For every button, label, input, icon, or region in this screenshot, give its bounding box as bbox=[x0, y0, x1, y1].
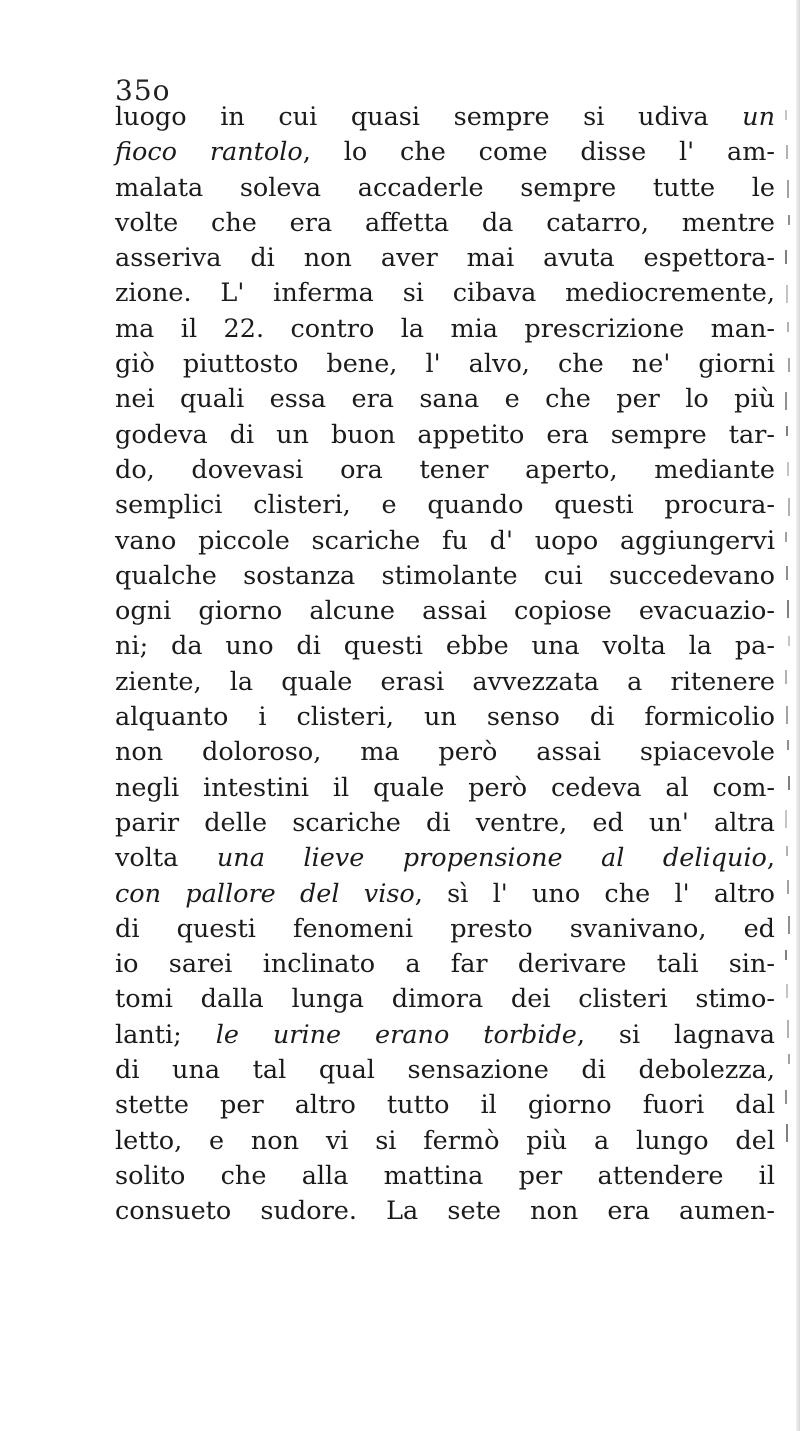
text-line bbox=[115, 594, 775, 629]
text-run: malata soleva accaderle sempre tutte le bbox=[115, 172, 775, 203]
margin-mark bbox=[785, 250, 787, 264]
text-line bbox=[115, 418, 775, 453]
text-run: do, dovevasi ora tener aperto, mediante bbox=[115, 454, 775, 485]
text-run: , sì l' uno che l' altro bbox=[414, 878, 775, 909]
text-run: vano piccole scariche fu d' uopo aggiungervi bbox=[115, 525, 775, 556]
text-run: non doloroso, ma però assai spiacevole bbox=[115, 737, 775, 768]
margin-mark bbox=[788, 636, 790, 646]
text-line bbox=[115, 488, 775, 523]
text-run: , lo che come disse l' am- bbox=[302, 137, 776, 168]
margin-mark bbox=[787, 462, 789, 476]
text-line bbox=[115, 982, 775, 1017]
text-run: alquanto i clisteri, un senso di formicolio bbox=[115, 702, 775, 733]
text-run: solito che alla mattina per attendere il bbox=[115, 1160, 775, 1191]
text-run: zione. L' inferma si cibava mediocremente, bbox=[115, 278, 775, 309]
text-line bbox=[115, 171, 775, 206]
text-line bbox=[115, 841, 775, 876]
text-line bbox=[115, 1018, 775, 1053]
margin-mark bbox=[785, 670, 787, 684]
text-line bbox=[115, 135, 775, 170]
text-line bbox=[115, 206, 775, 241]
text-run: nei quali essa era sana e che per lo più bbox=[115, 384, 775, 415]
margin-mark bbox=[787, 1020, 789, 1038]
italic-text: con pallore del viso bbox=[115, 878, 415, 909]
margin-mark bbox=[786, 1124, 788, 1142]
text-line bbox=[115, 806, 775, 841]
text-line bbox=[115, 1124, 775, 1159]
text-line bbox=[115, 912, 775, 947]
margin-mark bbox=[786, 285, 788, 303]
page-number: 35o bbox=[115, 74, 171, 107]
text-run: semplici clisteri, e quando questi procura- bbox=[115, 490, 775, 521]
text-run: io sarei inclinato a far derivare tali sin- bbox=[115, 949, 775, 980]
margin-mark bbox=[786, 145, 788, 159]
text-line bbox=[115, 1053, 775, 1088]
text-line bbox=[115, 665, 775, 700]
margin-mark bbox=[788, 215, 790, 225]
margin-mark bbox=[786, 426, 788, 436]
italic-text: fioco rantolo bbox=[115, 137, 303, 168]
text-line bbox=[115, 276, 775, 311]
margin-mark bbox=[786, 566, 788, 580]
text-line bbox=[115, 735, 775, 770]
text-run: negli intestini il quale però cedeva al com- bbox=[115, 772, 775, 803]
margin-mark bbox=[787, 180, 789, 198]
margin-mark bbox=[786, 706, 788, 724]
text-line bbox=[115, 629, 775, 664]
text-run: ogni giorno alcune assai copiose evacuazio- bbox=[115, 596, 775, 627]
margin-mark bbox=[786, 846, 788, 856]
text-line bbox=[115, 453, 775, 488]
text-line bbox=[115, 1159, 775, 1194]
text-run: parir delle scariche di ventre, ed un' altra bbox=[115, 807, 775, 838]
text-line bbox=[115, 559, 775, 594]
italic-text: una lieve propensione al deliquio bbox=[216, 843, 767, 874]
text-run: letto, e non vi si fermò più a lungo del bbox=[115, 1125, 775, 1156]
margin-mark bbox=[785, 810, 787, 828]
margin-mark bbox=[785, 532, 787, 542]
margin-mark bbox=[788, 1054, 790, 1064]
text-run: tomi dalla lunga dimora dei clisteri stimo- bbox=[115, 984, 775, 1015]
margin-mark bbox=[787, 322, 789, 332]
text-run: volta bbox=[115, 843, 217, 874]
margin-mark bbox=[785, 1090, 787, 1104]
margin-mark bbox=[787, 880, 789, 894]
margin-mark bbox=[787, 740, 789, 750]
text-line bbox=[115, 771, 775, 806]
text-run: consueto sudore. La sete non era aumen- bbox=[115, 1196, 775, 1227]
text-run: , bbox=[766, 843, 775, 874]
text-line bbox=[115, 100, 775, 135]
margin-mark bbox=[786, 984, 788, 998]
text-run: asseriva di non aver mai avuta espettora- bbox=[115, 243, 775, 274]
text-line bbox=[115, 382, 775, 417]
italic-text: le urine erano torbide bbox=[215, 1019, 577, 1050]
text-run: luogo in cui quasi sempre si udiva bbox=[115, 102, 743, 132]
text-line bbox=[115, 1088, 775, 1123]
margin-mark bbox=[788, 776, 790, 790]
text-run: , si lagnava bbox=[576, 1019, 775, 1050]
text-line bbox=[115, 947, 775, 982]
page-edge bbox=[796, 0, 800, 1431]
margin-mark bbox=[788, 916, 790, 934]
text-line bbox=[115, 877, 775, 912]
text-line bbox=[115, 700, 775, 735]
text-line bbox=[115, 1194, 775, 1229]
body-text bbox=[115, 100, 775, 1230]
margin-mark bbox=[788, 498, 790, 516]
text-run: godeva di un buon appetito era sempre tar- bbox=[115, 419, 775, 450]
text-run: giò piuttosto bene, l' alvo, che ne' giorni bbox=[115, 349, 775, 380]
text-run: ni; da uno di questi ebbe una volta la pa- bbox=[115, 631, 775, 662]
margin-mark bbox=[787, 600, 789, 618]
text-run: ma il 22. contro la mia prescrizione man- bbox=[115, 313, 775, 344]
text-run: volte che era affetta da catarro, mentre bbox=[115, 207, 775, 238]
text-run: qualche sostanza stimolante cui succedevano bbox=[115, 560, 775, 591]
text-run: stette per altro tutto il giorno fuori dal bbox=[115, 1090, 775, 1121]
text-line bbox=[115, 524, 775, 559]
text-run: ziente, la quale erasi avvezzata a ritenere bbox=[115, 666, 775, 697]
text-run: di una tal qual sensazione di debolezza, bbox=[115, 1055, 775, 1086]
margin-mark bbox=[788, 358, 790, 372]
text-line bbox=[115, 347, 775, 382]
text-run: lanti; bbox=[115, 1019, 216, 1050]
text-run: di questi fenomeni presto svanivano, ed bbox=[115, 913, 775, 944]
margin-mark bbox=[785, 392, 787, 410]
text-line bbox=[115, 241, 775, 276]
text-line bbox=[115, 312, 775, 347]
margin-mark bbox=[785, 950, 787, 960]
margin-mark bbox=[785, 110, 787, 120]
italic-text: un bbox=[742, 102, 775, 132]
